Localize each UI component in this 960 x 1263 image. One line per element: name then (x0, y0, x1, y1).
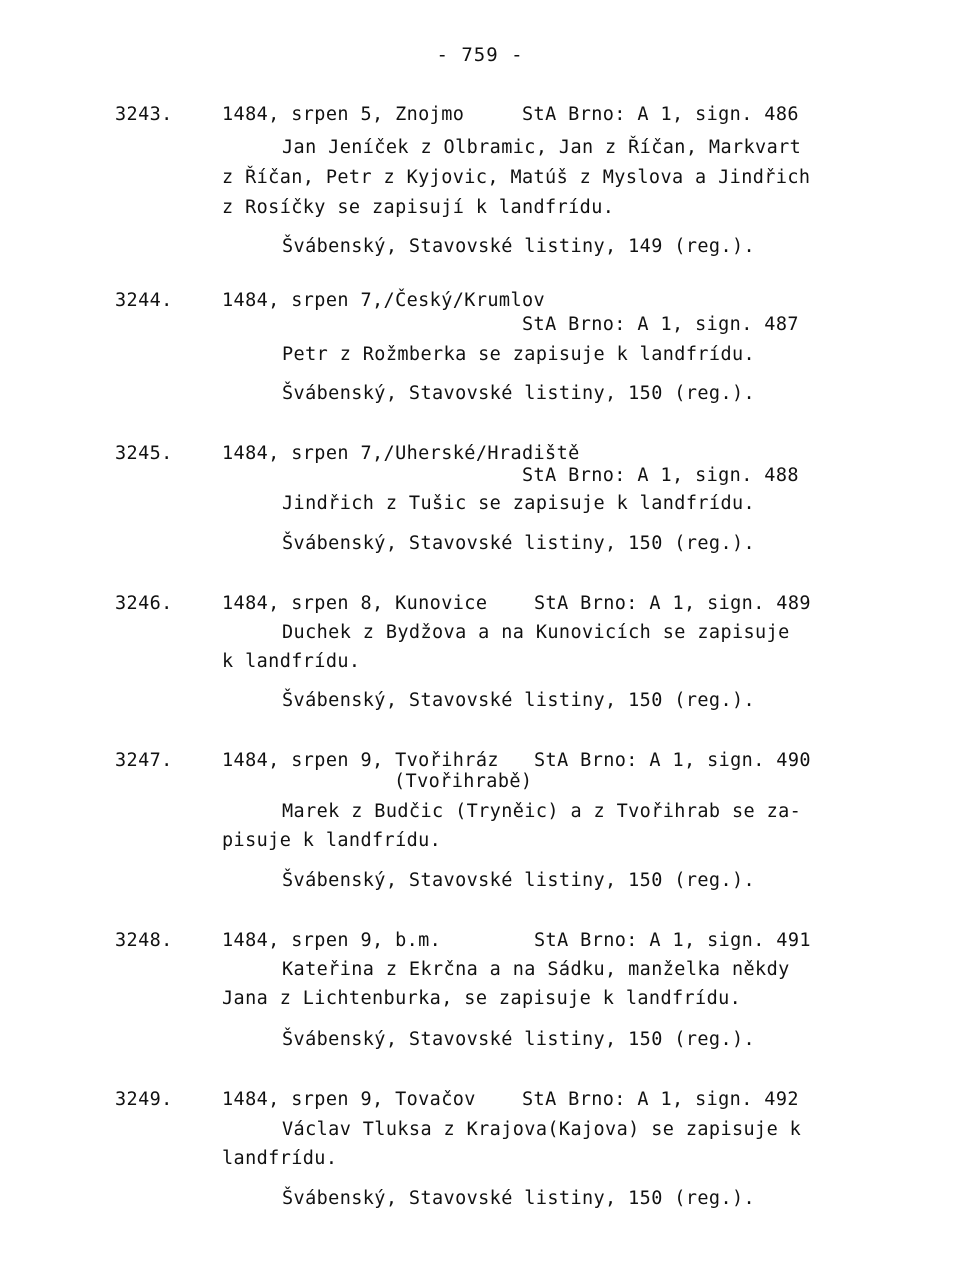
entry-source: StA Brno: A 1, sign. 486 (522, 104, 799, 125)
entry-text-line: Duchek z Bydžova a na Kunovicích se zapisuje (282, 622, 790, 643)
entry-number: 3245. (115, 443, 173, 464)
entry-date-place: 1484, srpen 8, Kunovice (222, 593, 488, 614)
page-number: - 759 - (436, 44, 524, 66)
entry-source: StA Brno: A 1, sign. 490 (534, 750, 811, 771)
entry-text-line: landfrídu. (222, 1148, 338, 1169)
entry-text-line: Jana z Lichtenburka, se zapisuje k landfrídu. (222, 988, 742, 1009)
entry-number: 3247. (115, 750, 173, 771)
entry-number: 3244. (115, 290, 173, 311)
entry-number: 3249. (115, 1089, 173, 1110)
entry-text-line: Václav Tluksa z Krajova(Kajova) se zapisuje k (282, 1119, 802, 1140)
entry-number: 3246. (115, 593, 173, 614)
entry-source: StA Brno: A 1, sign. 488 (522, 465, 799, 486)
entry-citation: Švábenský, Stavovské listiny, 150 (reg.). (282, 1029, 756, 1050)
entry-text-line: Jan Jeníček z Olbramic, Jan z Říčan, Markvart (282, 137, 802, 158)
entry-date-place-alt: (Tvořihrabě) (394, 771, 533, 792)
entry-source: StA Brno: A 1, sign. 491 (534, 930, 811, 951)
entry-citation: Švábenský, Stavovské listiny, 150 (reg.). (282, 870, 756, 891)
entry-text-line: k landfrídu. (222, 651, 361, 672)
entry-date-place: 1484, srpen 7,/Uherské/Hradiště (222, 443, 580, 464)
entry-date-place: 1484, srpen 9, Tvořihráz (222, 750, 499, 771)
entry-number: 3248. (115, 930, 173, 951)
entry-citation: Švábenský, Stavovské listiny, 150 (reg.). (282, 383, 756, 404)
entry-text-line: z Říčan, Petr z Kyjovic, Matúš z Myslova a Jindřich (222, 167, 811, 188)
entry-text-line: Petr z Rožmberka se zapisuje k landfrídu. (282, 344, 756, 365)
entry-source: StA Brno: A 1, sign. 492 (522, 1089, 799, 1110)
entry-source: StA Brno: A 1, sign. 487 (522, 314, 799, 335)
entry-date-place: 1484, srpen 9, Tovačov (222, 1089, 476, 1110)
entry-text-line: z Rosíčky se zapisují k landfrídu. (222, 197, 615, 218)
entry-citation: Švábenský, Stavovské listiny, 149 (reg.). (282, 236, 756, 257)
entry-number: 3243. (115, 104, 173, 125)
entry-citation: Švábenský, Stavovské listiny, 150 (reg.). (282, 690, 756, 711)
entry-date-place: 1484, srpen 5, Znojmo (222, 104, 465, 125)
entry-text-line: Kateřina z Ekrčna a na Sádku, manželka někdy (282, 959, 790, 980)
entry-date-place: 1484, srpen 9, b.m. (222, 930, 442, 951)
entry-citation: Švábenský, Stavovské listiny, 150 (reg.). (282, 1188, 756, 1209)
entry-citation: Švábenský, Stavovské listiny, 150 (reg.). (282, 533, 756, 554)
entry-text-line: pisuje k landfrídu. (222, 830, 442, 851)
entry-source: StA Brno: A 1, sign. 489 (534, 593, 811, 614)
entry-date-place: 1484, srpen 7,/Český/Krumlov (222, 290, 546, 311)
entry-text-line: Marek z Budčic (Tryněic) a z Tvořihrab se za- (282, 801, 802, 822)
entry-text-line: Jindřich z Tušic se zapisuje k landfrídu. (282, 493, 756, 514)
